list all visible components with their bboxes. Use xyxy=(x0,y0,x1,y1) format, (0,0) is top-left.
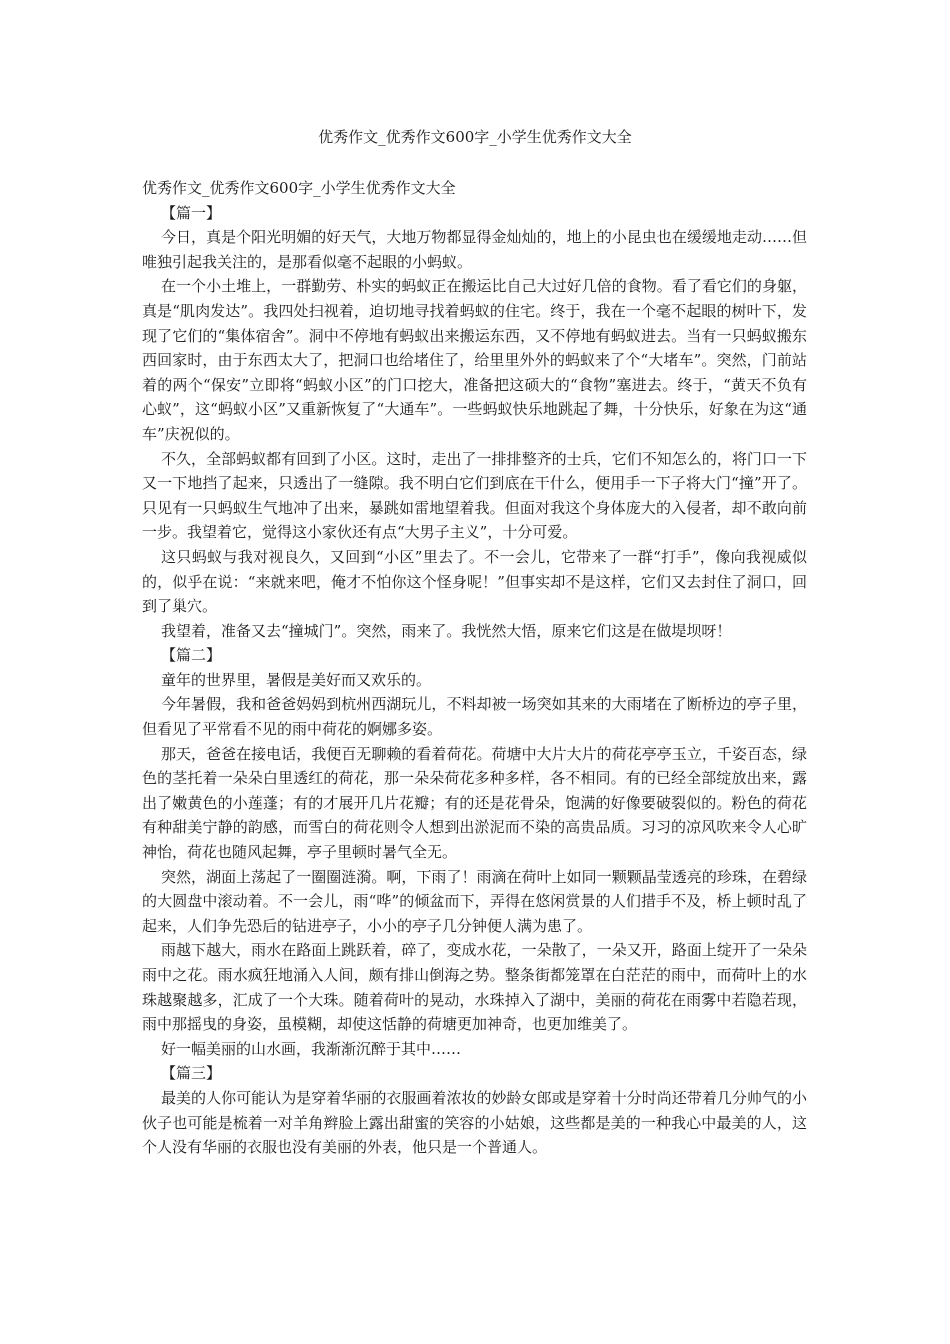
paragraph: 今日，真是个阳光明媚的好天气，大地万物都显得金灿灿的，地上的小昆虫也在缓缓地走动……但唯独引起我关注的，是那看似毫不起眼的小蚂蚁。 xyxy=(142,228,807,271)
paragraph: 不久，全部蚂蚁都有回到了小区。这时，走出了一排排整齐的士兵，它们不知怎么的，将门口一下又一下地挡了起来，只透出了一缝隙。我不明白它们到底在干什么，便用手一下子将大门“撞”开了。只见有一只蚂蚁生气地冲了出来，暴跳如雷地望着我。但面对我这个身体庞大的入侵者，却不敢向前一步。我望着它，觉得这小家伙还有点“大男子主义”，十分可爱。 xyxy=(142,449,807,542)
paragraph: 今年暑假，我和爸爸妈妈到杭州西湖玩儿，不料却被一场突如其来的大雨堵在了断桥边的亭子里，但看见了平常看不见的雨中荷花的婀娜多姿。 xyxy=(142,695,807,739)
paragraph: 最美的人你可能认为是穿着华丽的衣服画着浓妆的妙龄女郎或是穿着十分时尚还带着几分帅气的小伙子也可能是梳着一对羊角辫脸上露出甜蜜的笑容的小姑娘，这些都是美的一种我心中最美的人，这个人没有华丽的衣服也没有美丽的外表，他只是一个普通人。 xyxy=(142,1088,807,1157)
paragraph: 童年的世界里，暑假是美好而又欢乐的。 xyxy=(161,670,432,689)
section-heading-1: 【篇一】 xyxy=(161,203,222,222)
paragraph: 在一个小土堆上，一群勤劳、朴实的蚂蚁正在搬运比自己大过好几倍的食物。看了看它们的身躯，真是“肌肉发达”。我四处扫视着，迫切地寻找着蚂蚁的住宅。终于，我在一个毫不起眼的树叶下，发现了它们的“集体宿舍”。洞中不停地有蚂蚁出来搬运东西，又不停地有蚂蚁进去。当有一只蚂蚁搬东西回家时，由于东西太大了，把洞口也给堵住了，给里里外外的蚂蚁来了个“大堵车”。突然，门前站着的两个“保安”立即将“蚂蚁小区”的门口挖大，准备把这硕大的“食物”塞进去。终于，“黄天不负有心蚁”，这“蚂蚁小区”又重新恢复了“大通车”。一些蚂蚁快乐地跳起了舞，十分快乐，好象在为这“通车”庆祝似的。 xyxy=(142,277,807,443)
section-heading-3: 【篇三】 xyxy=(161,1064,222,1083)
paragraph: 好一幅美丽的山水画，我渐渐沉醉于其中…… xyxy=(161,1039,462,1058)
paragraph: 突然，湖面上荡起了一圈圈涟漪。啊，下雨了！雨滴在荷叶上如同一颗颗晶莹透亮的珍珠，在碧绿的大圆盘中滚动着。不一会儿，雨“哗”的倾盆而下，弄得在悠闲赏景的人们措手不及，桥上顿时乱了起来，人们争先恐后的钻进亭子，小小的亭子几分钟便人满为患了。 xyxy=(142,867,807,935)
paragraph: 我望着，准备又去“撞城门”。突然，雨来了。我恍然大悟，原来它们这是在做堤坝呀！ xyxy=(161,621,732,640)
document-title: 优秀作文_优秀作文600字_小学生优秀作文大全 xyxy=(318,128,632,146)
article-body xyxy=(142,176,807,1160)
article-subtitle: 优秀作文_优秀作文600字_小学生优秀作文大全 xyxy=(142,179,456,197)
paragraph: 雨越下越大，雨水在路面上跳跃着，碎了，变成水花，一朵散了，一朵又开，路面上绽开了一朵朵雨中之花。雨水疯狂地涌入人间，颇有排山倒海之势。整条街都笼罩在白茫茫的雨中，而荷叶上的水珠越聚越多，汇成了一个大珠。随着荷叶的晃动，水珠掉入了湖中，美丽的荷花在雨雾中若隐若现，雨中那摇曳的身姿，虽模糊，却使这恬静的荷塘更加神奇，也更加维美了。 xyxy=(142,941,807,1034)
section-heading-2: 【篇二】 xyxy=(161,646,222,665)
paragraph: 那天，爸爸在接电话，我便百无聊赖的看着荷花。荷塘中大片大片的荷花亭亭玉立，千姿百态，绿色的茎托着一朵朵白里透红的荷花，那一朵朵荷花多种多样，各不相同。有的已经全部绽放出来，露出了嫩黄色的小莲蓬；有的才展开几片花瓣；有的还是花骨朵，饱满的好像要破裂似的。粉色的荷花有种甜美宁静的韵感，而雪白的荷花则令人想到出淤泥而不染的高贵品质。习习的凉风吹来令人心旷神怡，荷花也随风起舞，亭子里顿时暑气全无。 xyxy=(142,744,807,862)
paragraph: 这只蚂蚁与我对视良久，又回到“小区”里去了。不一会儿，它带来了一群“打手”，像向我视威似的，似乎在说：“来就来吧，俺才不怕你这个怪身呢！”但事实却不是这样，它们又去封住了洞口，回到了巢穴。 xyxy=(142,547,807,616)
